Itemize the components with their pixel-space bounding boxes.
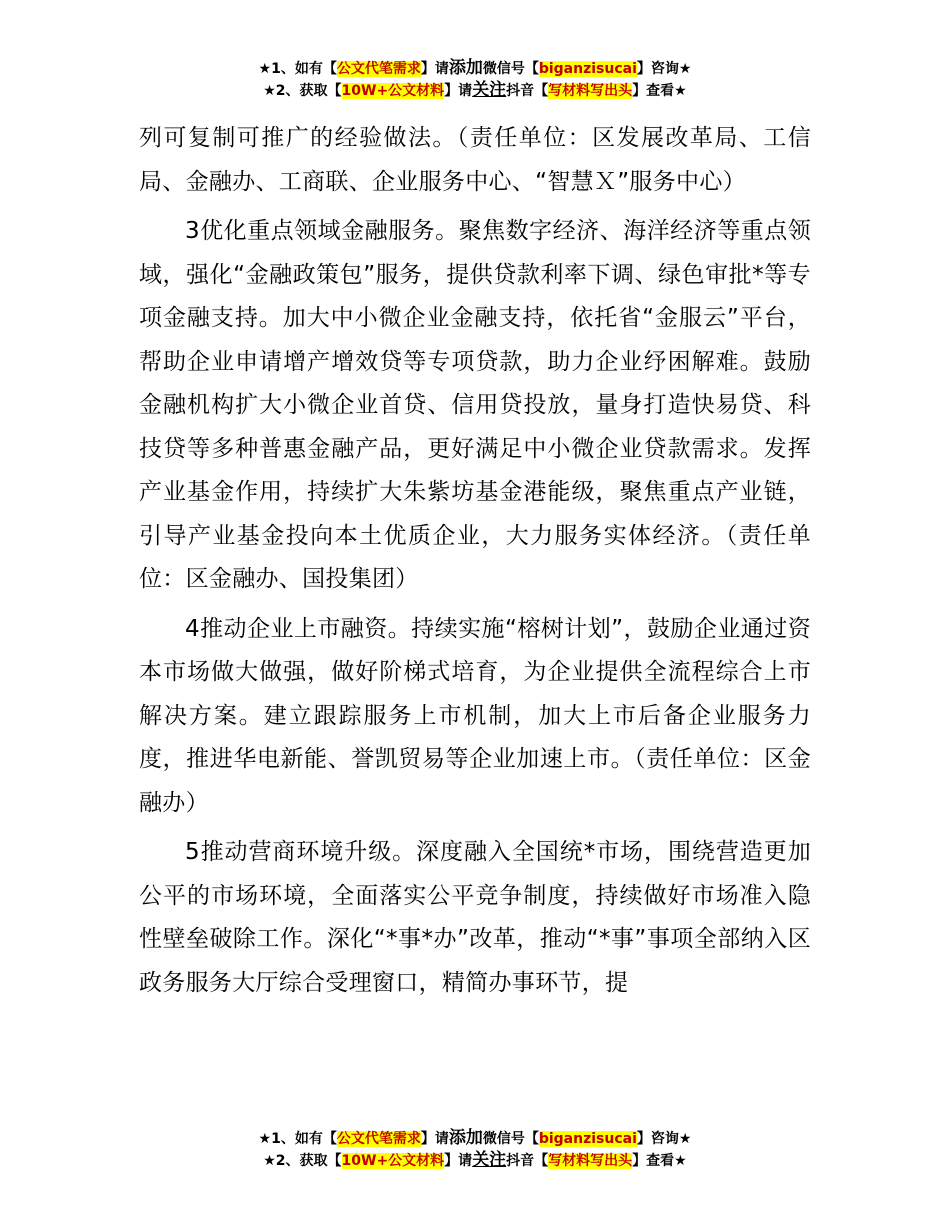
banner-line-1 <box>0 1128 950 1150</box>
paragraph: 4推动企业上市融资。持续实施“榕树计划”，鼓励企业通过资本市场做大做强，做好阶梯式培育，为企业提供全流程综合上市解决方案。建立跟踪服务上市机制，加大上市后备企业服务力度，推进华电新能、誉凯贸易等企业加速上市。（责任单位：区金融办） <box>139 615 811 816</box>
banner-text: 抖音【 <box>506 83 549 99</box>
banner-highlight: 写材料写出头 <box>548 1153 633 1169</box>
footer-banner <box>0 1128 950 1172</box>
banner-text: 微信号【 <box>482 61 539 77</box>
banner-text: 】咨询★ <box>636 1131 692 1147</box>
banner-highlight: 公文代笔需求 <box>336 1131 421 1147</box>
banner-text: ★2、获取【 <box>263 83 342 99</box>
banner-highlight: biganzisucai <box>538 61 637 77</box>
banner-text: ★2、获取【 <box>263 1153 342 1169</box>
banner-highlight: 10W+公文材料 <box>341 1153 445 1169</box>
banner-text: 添加 <box>448 1128 483 1148</box>
banner-highlight: biganzisucai <box>538 1131 637 1147</box>
banner-text: ★1、如有【 <box>258 61 337 77</box>
banner-text: ★1、如有【 <box>258 1131 337 1147</box>
banner-text: 】咨询★ <box>636 61 692 77</box>
banner-line-2 <box>0 1150 950 1172</box>
paragraph: 列可复制可推广的经验做法。（责任单位：区发展改革局、工信局、金融办、工商联、企业服务中心、“智慧Ｘ”服务中心） <box>139 125 811 195</box>
banner-text: 】查看★ <box>632 83 687 99</box>
banner-text: 添加 <box>448 58 483 78</box>
banner-text: 微信号【 <box>482 1131 539 1147</box>
banner-text: 】查看★ <box>632 1153 687 1169</box>
banner-text: 抖音【 <box>506 1153 549 1169</box>
banner-highlight: 写材料写出头 <box>548 83 633 99</box>
header-banner <box>0 58 950 102</box>
banner-highlight: 10W+公文材料 <box>341 83 445 99</box>
banner-line-1 <box>0 58 950 80</box>
banner-text: 关注 <box>472 1150 507 1170</box>
banner-line-2 <box>0 80 950 102</box>
banner-text: 】请 <box>444 83 473 99</box>
banner-text: 】请 <box>420 61 449 77</box>
document-body <box>139 117 811 1011</box>
paragraph: 5推动营商环境升级。深度融入全国统*市场，围绕营造更加公平的市场环境，全面落实公平竞争制度，持续做好市场准入隐性壁垒破除工作。深化“*事*办”改革，推动“*事”事项全部纳入区政务服务大厅综合受理窗口，精简办事环节，提 <box>139 839 811 996</box>
banner-text: 】请 <box>420 1131 449 1147</box>
banner-text: 关注 <box>472 80 507 100</box>
banner-text: 】请 <box>444 1153 473 1169</box>
paragraph: 3优化重点领域金融服务。聚焦数字经济、海洋经济等重点领域，强化“金融政策包”服务，提供贷款利率下调、绿色审批*等专项金融支持。加大中小微企业金融支持，依托省“金服云”平台，帮助企业申请增产增效贷等专项贷款，助力企业纾困解难。鼓励金融机构扩大小微企业首贷、信用贷投放，量身打造快易贷、科技贷等多种普惠金融产品，更好满足中小微企业贷款需求。发挥产业基金作用，持续扩大朱紫坊基金港能级，聚焦重点产业链，引导产业基金投向本土优质企业，大力服务实体经济。（责任单位：区金融办、国投集团） <box>139 218 811 592</box>
banner-highlight: 公文代笔需求 <box>336 61 421 77</box>
